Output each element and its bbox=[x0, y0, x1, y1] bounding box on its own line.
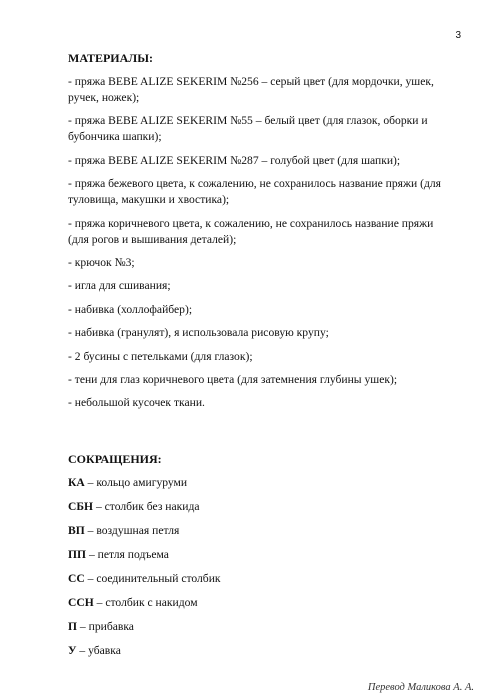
list-item: - тени для глаз коричневого цвета (для затемнения глубины ушек); bbox=[68, 372, 398, 386]
list-item: - пряжа коричневого цвета, к сожалению, не сохранилось название пряжи (для рогов и вышивания деталей); bbox=[68, 216, 434, 246]
abbreviation-definition: – петля подъема bbox=[86, 547, 169, 561]
list-item: - набивка (холлофайбер); bbox=[68, 302, 193, 316]
list-item: - пряжа BEBE ALIZE SEKERIM №287 – голубой цвет (для шапки); bbox=[68, 153, 401, 167]
list-item: - крючок №3; bbox=[68, 255, 135, 269]
abbreviation-term: ПП bbox=[68, 547, 87, 561]
list-item: - пряжа BEBE ALIZE SEKERIM №256 – серый цвет (для мордочки, ушек, ручек, ножек); bbox=[68, 75, 434, 104]
materials-list bbox=[68, 74, 448, 411]
abbreviation-item bbox=[68, 619, 448, 637]
list-item: - игла для сшивания; bbox=[68, 279, 171, 293]
abbreviation-term: ВП bbox=[68, 523, 85, 537]
abbreviation-definition: – убавка bbox=[76, 643, 121, 657]
list-item: - пряжа бежевого цвета, к сожалению, не сохранилось название пряжи (для туловища, макушки и хвостика); bbox=[68, 177, 441, 207]
abbreviation-term: СБН bbox=[68, 499, 94, 513]
abbreviation-definition: – кольцо амигуруми bbox=[84, 475, 188, 489]
abbreviation-item bbox=[68, 595, 448, 613]
abbreviation-definition: – столбик без накида bbox=[93, 499, 200, 513]
translator-credit: Перевод Маликова А. А. bbox=[367, 682, 474, 693]
list-item: - пряжа BEBE ALIZE SEKERIM №55 – белый цвет (для глазок, оборки и бубончика шапки); bbox=[68, 114, 428, 144]
list-item: - небольшой кусочек ткани. bbox=[68, 396, 205, 410]
abbreviation-term: ССН bbox=[68, 595, 94, 609]
list-item: - 2 бусины с петельками (для глазок); bbox=[68, 349, 253, 363]
abbreviation-definition: – прибавка bbox=[77, 619, 134, 633]
document-body bbox=[68, 50, 448, 667]
abbreviation-item bbox=[68, 475, 448, 493]
abbreviation-term: КА bbox=[68, 475, 85, 489]
abbreviations-heading: СОКРАЩЕНИЯ: bbox=[68, 451, 162, 466]
abbreviation-definition: – соединительный столбик bbox=[84, 571, 221, 585]
abbreviation-item bbox=[68, 571, 448, 589]
abbreviation-definition: – столбик с накидом bbox=[93, 595, 198, 609]
abbreviation-term: У bbox=[68, 643, 77, 657]
list-item: - набивка (гранулят), я использовала рисовую крупу; bbox=[68, 326, 329, 340]
abbreviation-term: СС bbox=[68, 571, 85, 585]
materials-heading: МАТЕРИАЛЫ: bbox=[68, 51, 153, 65]
abbreviation-term: П bbox=[68, 619, 78, 633]
page-number: 3 bbox=[455, 30, 461, 41]
abbreviation-item bbox=[68, 523, 448, 541]
abbreviation-item bbox=[68, 547, 448, 565]
abbreviation-definition: – воздушная петля bbox=[84, 523, 180, 537]
abbreviation-item bbox=[68, 499, 448, 517]
abbreviation-item bbox=[68, 643, 448, 661]
abbreviations-list bbox=[68, 475, 448, 661]
section-spacer bbox=[68, 419, 448, 451]
